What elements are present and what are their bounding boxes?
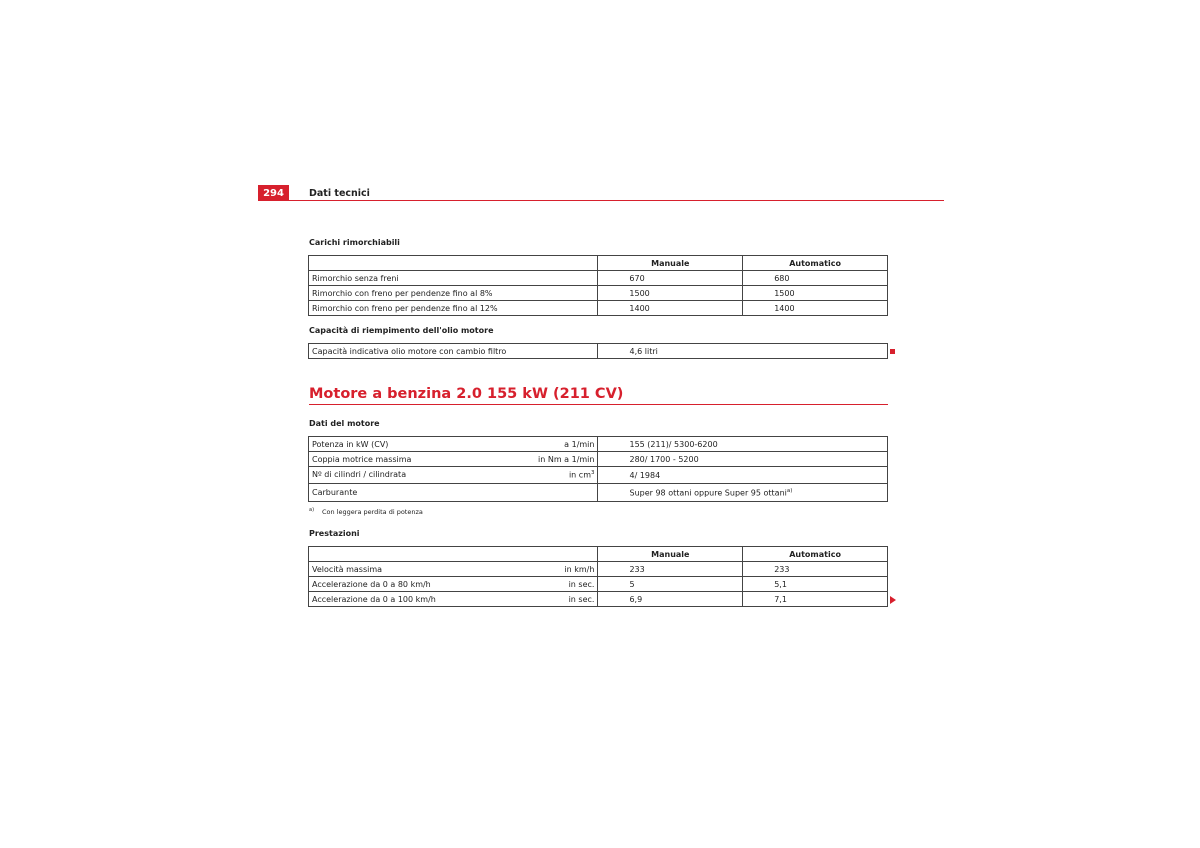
table-header-cell: Automatico: [743, 547, 888, 562]
row-value: 280/ 1700 - 5200: [598, 452, 888, 467]
trailer-loads-heading: Carichi rimorchiabili: [309, 238, 400, 247]
row-label: Potenza in kW (CV): [312, 439, 389, 449]
row-label: Accelerazione da 0 a 100 km/h: [312, 594, 436, 604]
table-header-row: [309, 547, 888, 562]
row-value: 4/ 1984: [598, 467, 888, 484]
row-value: 6,9: [598, 592, 743, 607]
page-number: 294: [258, 185, 289, 201]
row-label: Rimorchio senza freni: [309, 271, 598, 286]
performance-table: [308, 546, 888, 607]
table-header-cell: [309, 547, 598, 562]
footnote: [309, 507, 423, 516]
row-value: 4,6 litri: [598, 344, 888, 359]
row-label: Capacità indicativa olio motore con cambio filtro: [309, 344, 598, 359]
section-title: Dati tecnici: [309, 188, 370, 199]
table-row: [309, 301, 888, 316]
row-unit: in cm: [568, 470, 591, 480]
row-unit: in sec.: [568, 594, 595, 604]
table-row: [309, 271, 888, 286]
row-value: 5,1: [743, 577, 888, 592]
table-header-cell: Manuale: [598, 256, 743, 271]
row-label: Rimorchio con freno per pendenze fino al 12%: [309, 301, 598, 316]
row-value: 5: [598, 577, 743, 592]
trailer-loads-table: [308, 255, 888, 316]
row-value: 680: [743, 271, 888, 286]
row-unit: in sec.: [568, 579, 595, 589]
row-label: Rimorchio con freno per pendenze fino al 8%: [309, 286, 598, 301]
engine-data-table: [308, 436, 888, 502]
row-value: 233: [598, 562, 743, 577]
table-row: [309, 286, 888, 301]
row-value: Super 98 ottani oppure Super 95 ottani: [629, 488, 787, 498]
table-header-row: [309, 256, 888, 271]
row-value: 233: [743, 562, 888, 577]
performance-heading: Prestazioni: [309, 529, 360, 538]
row-value: 1400: [598, 301, 743, 316]
row-label: Accelerazione da 0 a 80 km/h: [312, 579, 431, 589]
row-value: 7,1: [743, 592, 888, 607]
row-label: Velocità massima: [312, 564, 383, 574]
row-label: Carburante: [312, 488, 358, 497]
table-header-cell: Manuale: [598, 547, 743, 562]
row-unit: in Nm a 1/min: [538, 454, 595, 464]
row-value: 670: [598, 271, 743, 286]
footnote-reference: a): [786, 487, 793, 494]
engine-section-title: Motore a benzina 2.0 155 kW (211 CV): [309, 386, 624, 402]
row-label: Nº di cilindri / cilindrata: [312, 470, 407, 480]
continue-arrow-icon: [890, 596, 896, 604]
row-label: Coppia motrice massima: [312, 454, 412, 464]
table-row: [309, 562, 888, 577]
table-row: [309, 344, 888, 359]
row-value: 1500: [743, 286, 888, 301]
title-rule: [309, 404, 888, 405]
row-value: 1500: [598, 286, 743, 301]
table-row: [309, 452, 888, 467]
table-row: [309, 467, 888, 484]
footnote-marker: a): [309, 507, 315, 513]
section-end-marker: [890, 349, 895, 354]
oil-capacity-table: [308, 343, 888, 359]
table-row: [309, 437, 888, 452]
engine-data-heading: Dati del motore: [309, 419, 380, 428]
table-row: [309, 577, 888, 592]
table-header-cell: Automatico: [743, 256, 888, 271]
unit-superscript: 3: [590, 470, 595, 477]
header-rule: [258, 200, 944, 201]
row-unit: in km/h: [564, 564, 595, 574]
table-row: [309, 592, 888, 607]
row-value: 1400: [743, 301, 888, 316]
table-header-cell: [309, 256, 598, 271]
row-value: 155 (211)/ 5300-6200: [598, 437, 888, 452]
row-unit: a 1/min: [564, 439, 595, 449]
table-row: [309, 484, 888, 502]
footnote-text: Con leggera perdita di potenza: [322, 508, 423, 517]
oil-capacity-heading: Capacità di riempimento dell'olio motore: [309, 326, 494, 335]
